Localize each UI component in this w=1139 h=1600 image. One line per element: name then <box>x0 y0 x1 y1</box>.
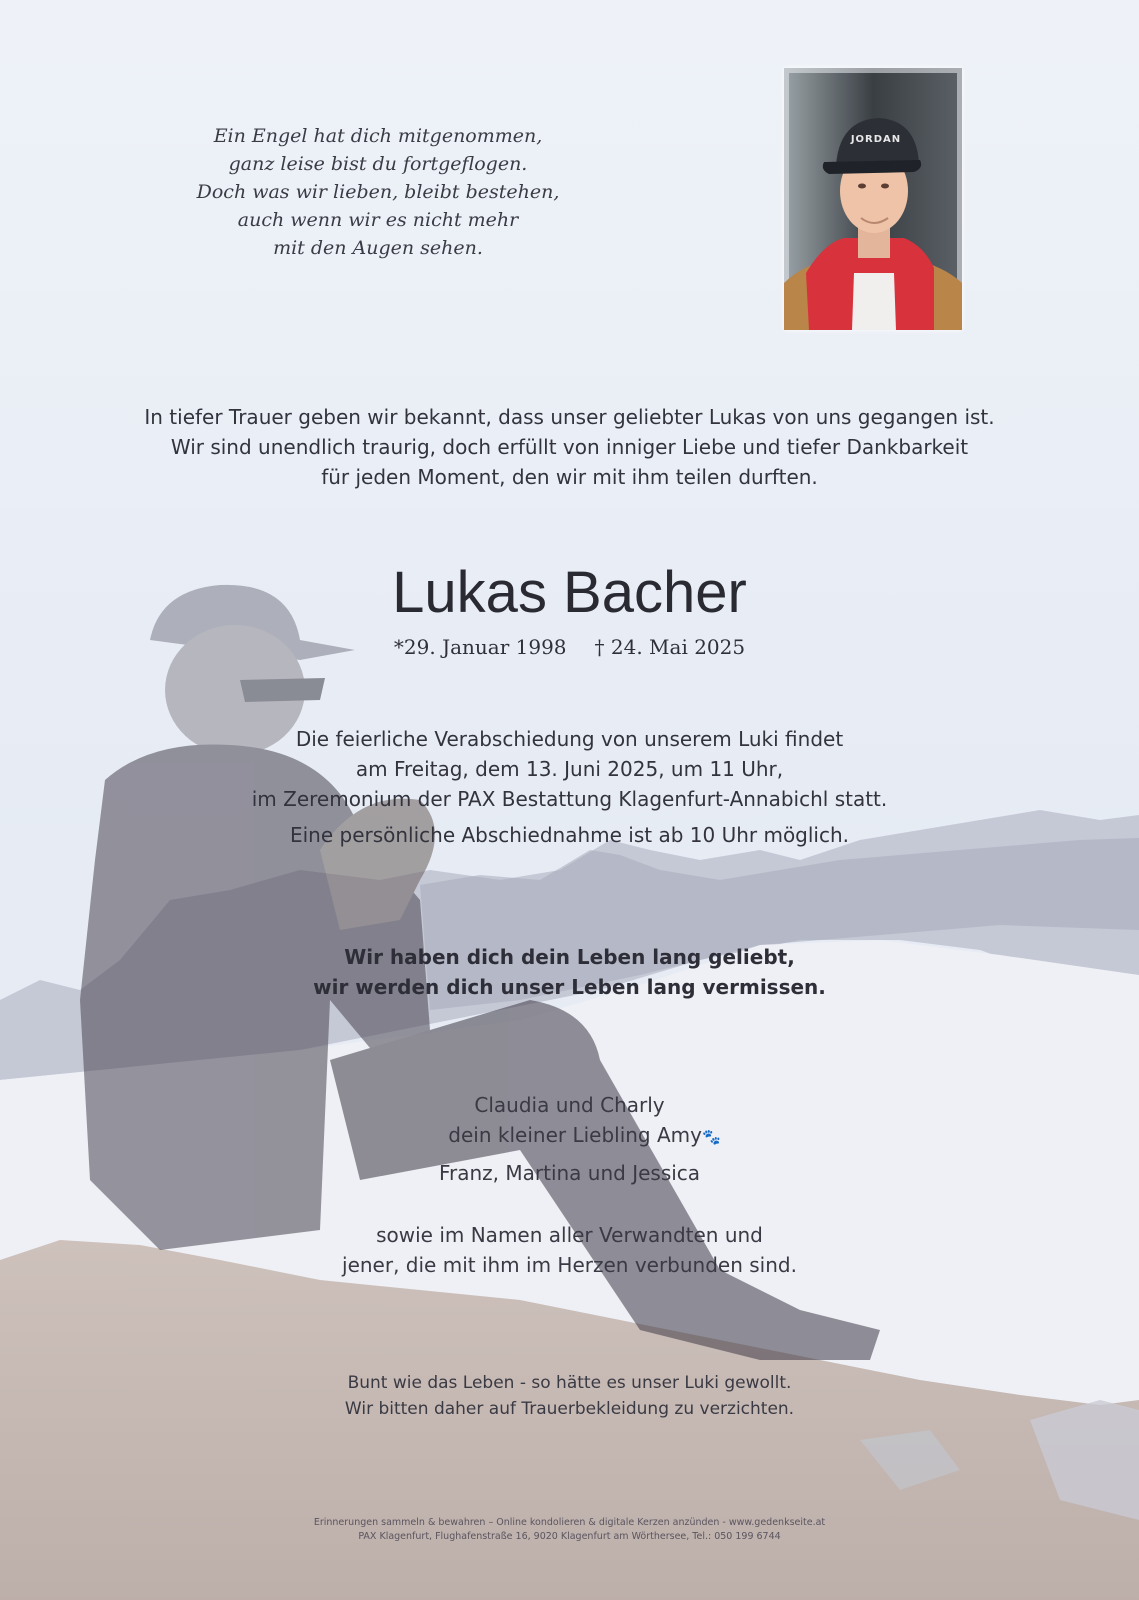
birth-date: *29. Januar 1998 <box>393 635 567 659</box>
footer-line: Erinnerungen sammeln & bewahren – Online kondolieren & digitale Kerzen anzünden - www.gedenkseite.at <box>313 1517 826 1528</box>
intro-line: Wir sind unendlich traurig, doch erfüllt von inniger Liebe und tiefer Dankbarkeit <box>170 435 969 459</box>
relatives-note <box>0 1220 1139 1280</box>
dress-line: Bunt wie das Leben - so hätte es unser Luki gewollt. <box>347 1373 792 1393</box>
poem <box>178 122 578 262</box>
poem-line: ganz leise bist du fortgeflogen. <box>228 153 528 175</box>
ceremony-line: Die feierliche Verabschiedung von unserem Luki findet <box>295 727 844 751</box>
dress-code-note <box>0 1370 1139 1422</box>
poem-line: mit den Augen sehen. <box>273 237 483 259</box>
portrait-photo <box>784 68 962 330</box>
ceremony-line: am Freitag, dem 13. Juni 2025, um 11 Uhr, <box>355 757 784 781</box>
dress-line: Wir bitten daher auf Trauerbekleidung zu verzichten. <box>344 1399 795 1419</box>
family-line-with-paw <box>0 1120 1139 1152</box>
motto <box>0 942 1139 1002</box>
cap-logo-text: JORDAN <box>850 134 902 145</box>
intro-line: für jeden Moment, den wir mit ihm teilen durften. <box>321 465 818 489</box>
intro-announcement <box>0 402 1139 492</box>
poem-line: Ein Engel hat dich mitgenommen, <box>213 125 543 147</box>
life-dates <box>0 632 1139 662</box>
deceased-name: Lukas Bacher <box>392 560 747 625</box>
relatives-line: sowie im Namen aller Verwandten und <box>376 1223 763 1247</box>
motto-line: wir werden dich unser Leben lang vermissen. <box>313 975 826 999</box>
footer-line: PAX Klagenfurt, Flughafenstraße 16, 9020 Klagenfurt am Wörthersee, Tel.: 050 199 6744 <box>358 1531 781 1542</box>
relatives-line: jener, die mit ihm im Herzen verbunden sind. <box>342 1253 797 1277</box>
family-line: dein kleiner Liebling Amy <box>448 1123 702 1147</box>
ceremony-info <box>0 724 1139 850</box>
intro-line: In tiefer Trauer geben wir bekannt, dass unser geliebter Lukas von uns gegangen ist. <box>144 405 995 429</box>
footer <box>0 1516 1139 1544</box>
family-names <box>0 1090 1139 1188</box>
death-date: † 24. Mai 2025 <box>594 635 746 659</box>
motto-line: Wir haben dich dein Leben lang geliebt, <box>344 945 795 969</box>
poem-line: auch wenn wir es nicht mehr <box>237 209 519 231</box>
paw-prints-icon: 🐾 <box>702 1128 721 1146</box>
family-line: Franz, Martina und Jessica <box>438 1161 701 1185</box>
ceremony-line: im Zeremonium der PAX Bestattung Klagenfurt-Annabichl statt. <box>251 787 888 811</box>
poem-line: Doch was wir lieben, bleibt bestehen, <box>196 181 560 203</box>
family-line: Claudia und Charly <box>474 1093 665 1117</box>
ceremony-line: Eine persönliche Abschiednahme ist ab 10 Uhr möglich. <box>289 823 850 847</box>
